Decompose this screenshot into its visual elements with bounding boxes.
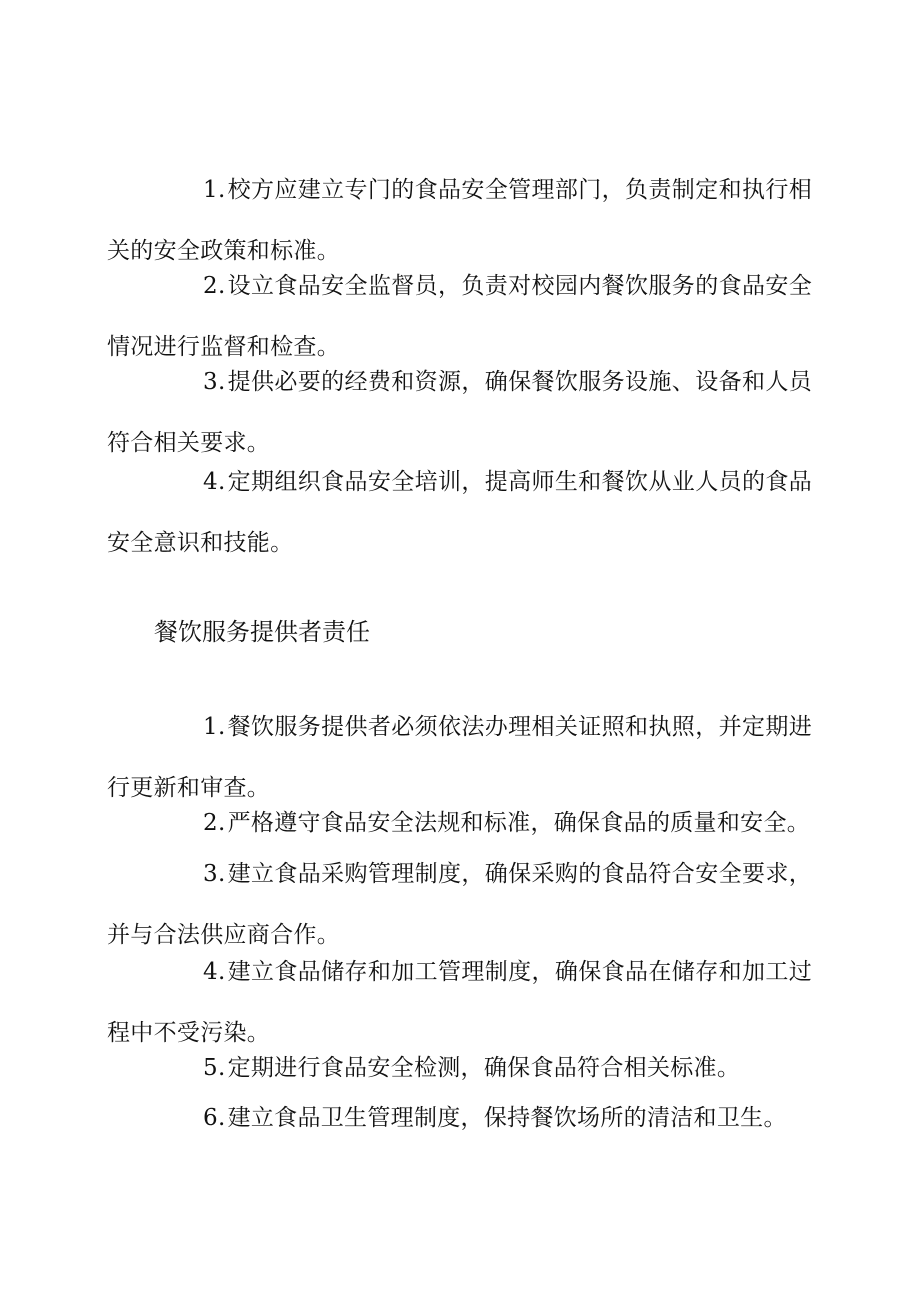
list-item [107, 1088, 812, 1149]
item-separator: . [217, 273, 226, 299]
list-item [107, 452, 812, 574]
item-separator: . [217, 1105, 226, 1131]
item-number: 4 [203, 959, 218, 985]
item-text: 提供必要的经费和资源，确保餐饮服务设施、设备和人员符合相关要求。 [107, 369, 812, 456]
item-text: 校方应建立专门的食品安全管理部门，负责制定和执行相关的安全政策和标准。 [107, 177, 812, 264]
item-text: 定期进行食品安全检测，确保食品符合相关标准。 [227, 1055, 741, 1081]
item-text: 建立食品卫生管理制度，保持餐饮场所的清洁和卫生。 [227, 1105, 787, 1131]
item-separator: . [217, 177, 226, 203]
item-text: 设立食品安全监督员，负责对校园内餐饮服务的食品安全情况进行监督和检查。 [107, 273, 812, 360]
item-text: 定期组织食品安全培训，提高师生和餐饮从业人员的食品安全意识和技能。 [107, 469, 812, 556]
item-separator: . [217, 810, 226, 836]
item-number: 3 [203, 861, 218, 887]
item-separator: . [217, 469, 226, 495]
section-heading: 餐饮服务提供者责任 [154, 618, 370, 646]
item-text: 建立食品采购管理制度，确保采购的食品符合安全要求，并与合法供应商合作。 [107, 861, 812, 948]
item-number: 4 [203, 469, 218, 495]
item-separator: . [217, 861, 226, 887]
item-number: 1 [203, 714, 218, 740]
item-number: 6 [203, 1105, 218, 1131]
item-separator: . [217, 714, 226, 740]
item-separator: . [217, 369, 226, 395]
item-text: 餐饮服务提供者必须依法办理相关证照和执照，并定期进行更新和审查。 [107, 714, 812, 801]
item-number: 5 [203, 1055, 218, 1081]
item-separator: . [217, 959, 226, 985]
item-text: 建立食品储存和加工管理制度，确保食品在储存和加工过程中不受污染。 [107, 959, 812, 1046]
item-text: 严格遵守食品安全法规和标准，确保食品的质量和安全。 [227, 810, 811, 836]
item-separator: . [217, 1055, 226, 1081]
item-number: 3 [203, 369, 218, 395]
item-number: 2 [203, 273, 218, 299]
item-number: 2 [203, 810, 218, 836]
item-number: 1 [203, 177, 218, 203]
